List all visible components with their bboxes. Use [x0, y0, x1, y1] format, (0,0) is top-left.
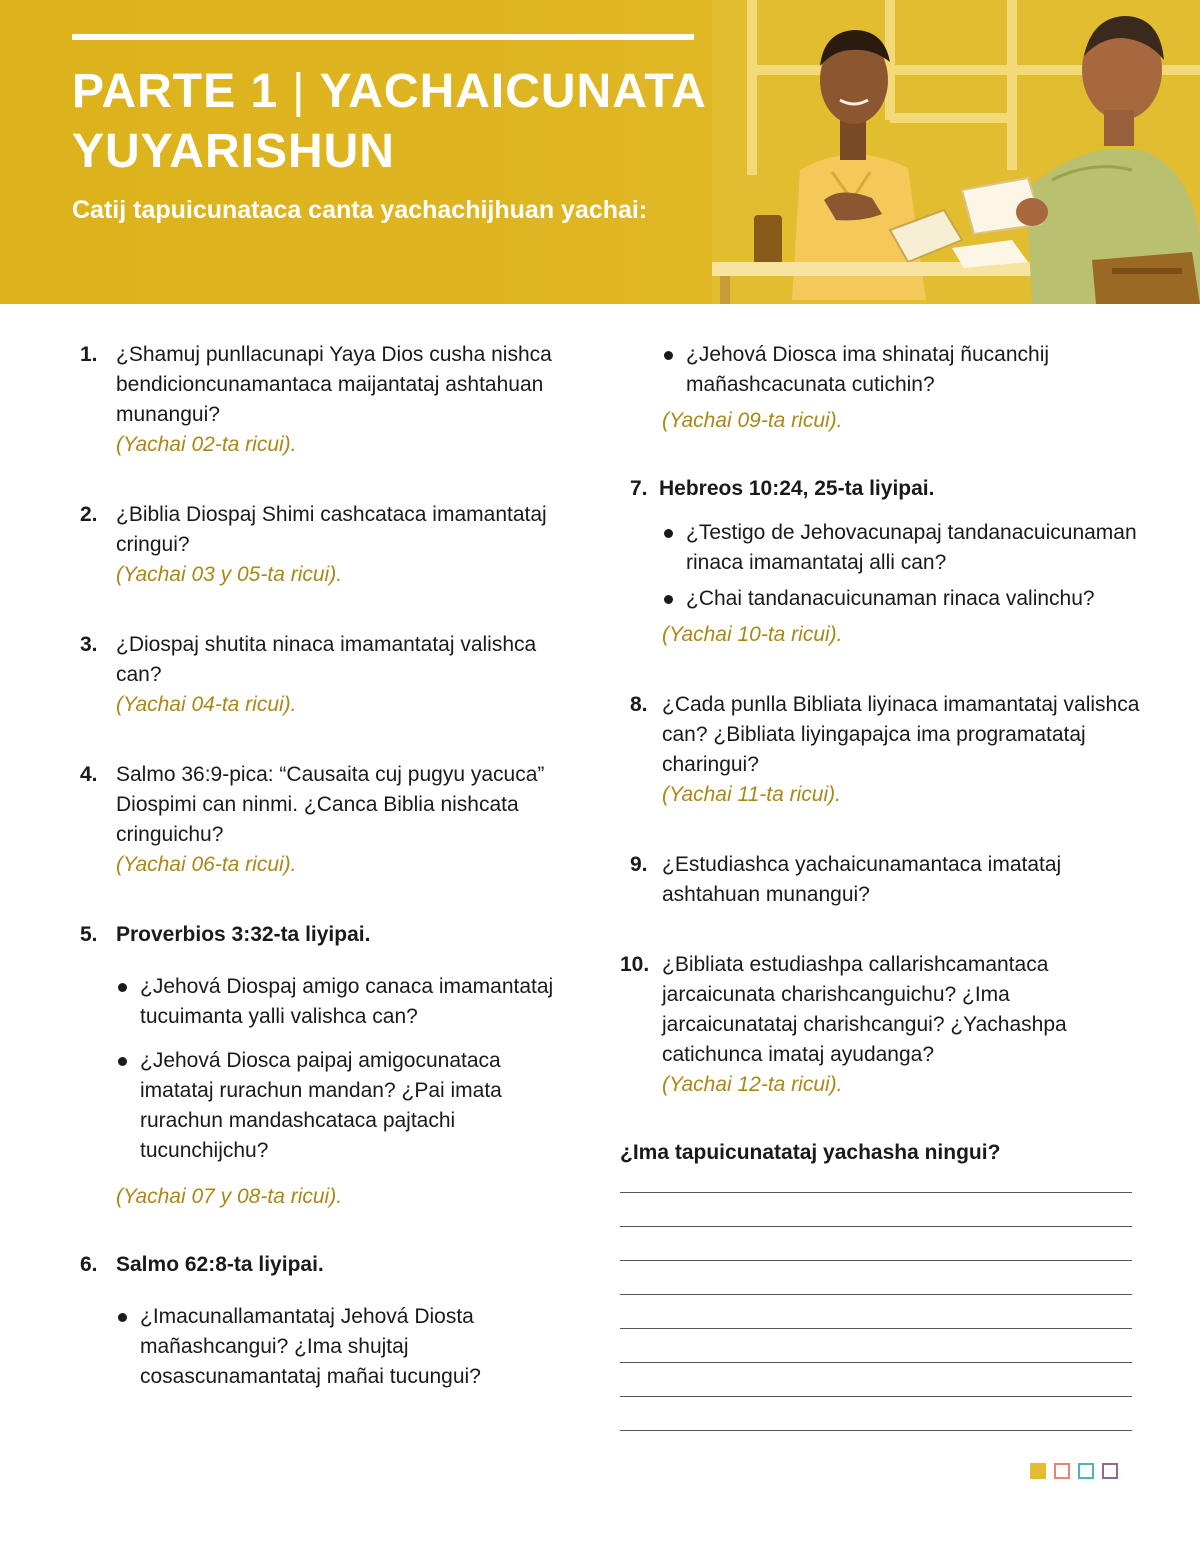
lesson-reference: (Yachai 12-ta ricui).: [662, 1073, 843, 1096]
square-filled-yellow: [1030, 1463, 1046, 1479]
answer-line[interactable]: [620, 1260, 1132, 1261]
answer-line[interactable]: [620, 1362, 1132, 1363]
question-text: ¿Cada punlla Bibliata liyinaca imamantataj valishca can? ¿Bibliata liyingapajca ima programatataj charingui?: [662, 693, 1140, 776]
lesson-reference: (Yachai 04-ta ricui).: [116, 693, 297, 716]
left-column: [80, 340, 580, 1392]
page-title: [72, 62, 732, 182]
question-heading: Salmo 62:8-ta liyipai.: [116, 1253, 324, 1276]
decorative-squares: [1030, 1463, 1118, 1479]
question-5: [80, 920, 580, 1212]
title-part: PARTE 1: [72, 65, 279, 118]
square-outline-coral: [1054, 1463, 1070, 1479]
lesson-reference: (Yachai 07 y 08-ta ricui).: [116, 1185, 343, 1208]
header-banner: [0, 0, 1200, 304]
lesson-reference: (Yachai 10-ta ricui).: [662, 623, 843, 646]
question-text: ¿Biblia Diospaj Shimi cashcataca imamantataj cringui?: [116, 503, 547, 556]
question-heading: Proverbios 3:32-ta liyipai.: [116, 923, 371, 946]
bullet-item: ¿Chai tandanacuicunaman rinaca valinchu?: [662, 584, 1140, 614]
question-number: 9.: [630, 853, 648, 876]
question-10: [620, 950, 1140, 1100]
question-text: ¿Estudiashca yachaicunamantaca imatataj ashtahuan munangui?: [662, 853, 1062, 906]
square-outline-teal: [1078, 1463, 1094, 1479]
bullet-item: ¿Imacunallamantataj Jehová Diosta mañashcangui? ¿Ima shujtaj cosascunamantataj mañai tucungui?: [116, 1302, 580, 1392]
question-1: [80, 340, 580, 460]
bullet-item: ¿Testigo de Jehovacunapaj tandanacuicunaman rinaca imamantataj alli can?: [662, 518, 1140, 578]
question-number: 8.: [630, 693, 648, 716]
title-main: YACHAICUNATA YUYARISHUN: [72, 65, 705, 178]
answer-line[interactable]: [620, 1328, 1132, 1329]
lesson-reference: (Yachai 06-ta ricui).: [116, 853, 297, 876]
question-4: [80, 760, 580, 880]
question-3: [80, 630, 580, 720]
bullet-item: ¿Jehová Diosca paipaj amigocunataca imatataj rurachun mandan? ¿Pai imata rurachun mandashcataca pajtachi tucunchijchu?: [116, 1046, 580, 1166]
answer-lines: [620, 1192, 1140, 1431]
question-text: ¿Bibliata estudiashpa callarishcamantaca jarcaicunata charishcanguichu? ¿Ima jarcaicunatataj charishcangui? ¿Yachashpa catichunca imataj ayudanga?: [662, 953, 1067, 1066]
final-question-heading: ¿Ima tapuicunatataj yachasha ningui?: [620, 1141, 1001, 1164]
lesson-reference: (Yachai 09-ta ricui).: [662, 409, 843, 432]
question-heading: Hebreos 10:24, 25-ta liyipai.: [659, 477, 935, 500]
question-number: 5.: [80, 923, 98, 946]
answer-line[interactable]: [620, 1226, 1132, 1227]
lesson-reference: (Yachai 02-ta ricui).: [116, 433, 297, 456]
question-number: 7.: [630, 477, 648, 500]
title-separator: |: [292, 65, 306, 118]
lesson-reference: (Yachai 03 y 05-ta ricui).: [116, 563, 343, 586]
question-6: [80, 1250, 580, 1392]
question-number: 6.: [80, 1253, 98, 1276]
question-6-continued: [620, 340, 1140, 436]
question-text: ¿Shamuj punllacunapi Yaya Dios cusha nishca bendicioncunamantaca maijantataj ashtahuan munangui?: [116, 343, 552, 426]
illustration-two-men-studying-bible: [712, 0, 1200, 304]
answer-line[interactable]: [620, 1396, 1132, 1397]
question-text: ¿Diospaj shutita ninaca imamantataj valishca can?: [116, 633, 537, 686]
question-number: 2.: [80, 503, 98, 526]
header-rule: [72, 34, 694, 40]
question-number: 3.: [80, 633, 98, 656]
square-outline-purple: [1102, 1463, 1118, 1479]
bullet-item: ¿Jehová Diosca ima shinataj ñucanchij mañashcacunata cutichin?: [662, 340, 1140, 400]
question-number: 4.: [80, 763, 98, 786]
question-8: [620, 690, 1140, 810]
question-9: [620, 850, 1140, 910]
question-number: 1.: [80, 343, 98, 366]
bullet-item: ¿Jehová Diospaj amigo canaca imamantataj tucuimanta yalli valishca can?: [116, 972, 580, 1032]
page-subtitle: Catij tapuicunataca canta yachachijhuan yachai:: [72, 196, 648, 224]
right-column: [620, 340, 1140, 1431]
question-text: Salmo 36:9-pica: “Causaita cuj pugyu yacuca” Diospimi can ninmi. ¿Canca Biblia nishcata cringuichu?: [116, 763, 545, 846]
question-7: [620, 474, 1140, 650]
answer-line[interactable]: [620, 1294, 1132, 1295]
lesson-reference: (Yachai 11-ta ricui).: [662, 783, 841, 806]
question-number: 10.: [620, 953, 650, 976]
answer-line[interactable]: [620, 1430, 1132, 1431]
question-2: [80, 500, 580, 590]
answer-line[interactable]: [620, 1192, 1132, 1193]
